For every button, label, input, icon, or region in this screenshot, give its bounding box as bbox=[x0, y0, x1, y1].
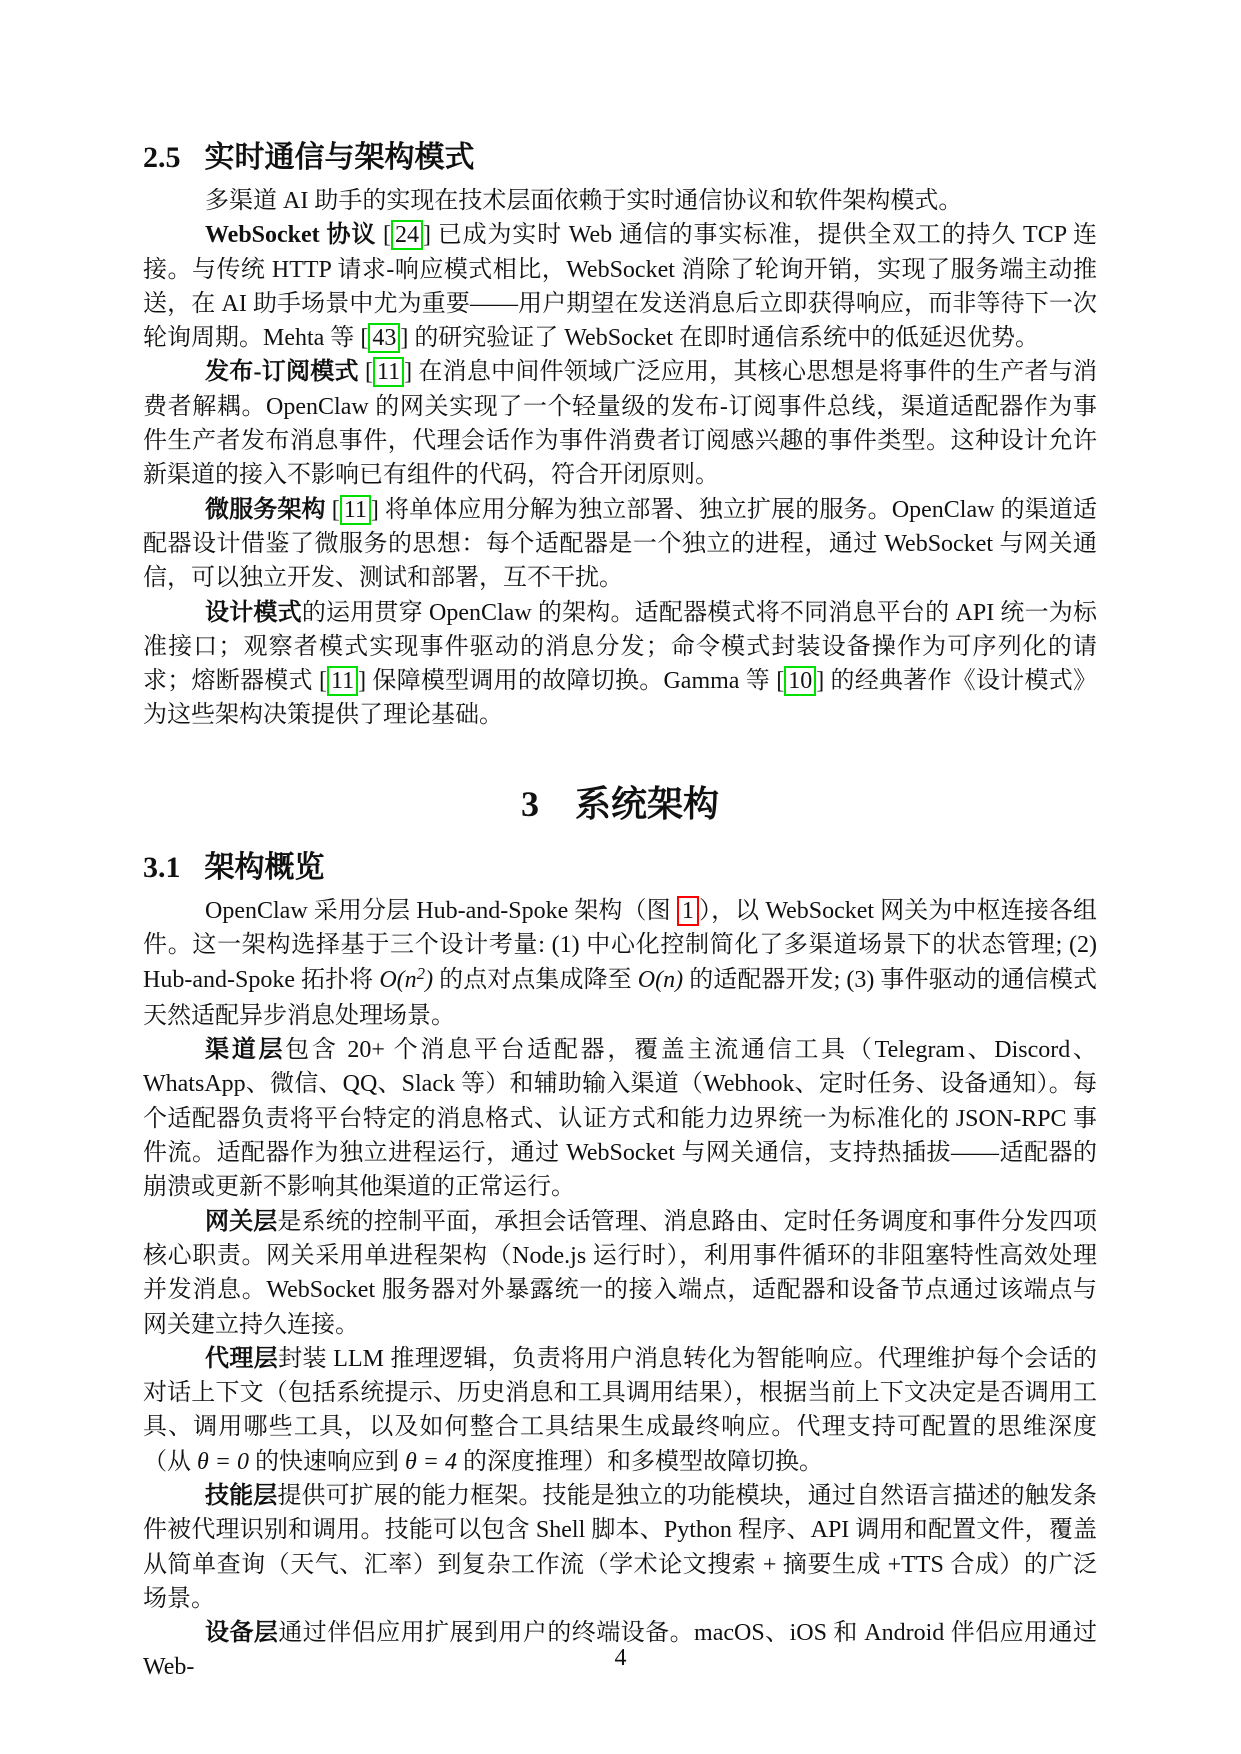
paragraph bbox=[143, 184, 1097, 218]
text-run: 的深度推理）和多模型故障切换。 bbox=[456, 1448, 823, 1475]
heading-title: 系统架构 bbox=[574, 783, 719, 824]
citation-close-bracket: ] bbox=[816, 668, 825, 695]
heading-number: 2.5 bbox=[143, 141, 181, 174]
text-run: ），以 WebSocket 网关为中枢连接各组件。这一架构选择基于三个设计考量: (1) 中心化控制简化了多渠道场景下的状态管理; (2) Hub-and-Spoke 拓扑将 bbox=[143, 897, 1098, 993]
math-text: θ = 0 bbox=[197, 1448, 249, 1475]
paragraph bbox=[143, 1205, 1097, 1342]
text-run: 的快速响应到 bbox=[248, 1448, 405, 1475]
citation bbox=[319, 666, 366, 696]
page-number: 4 bbox=[614, 1645, 627, 1671]
paragraph bbox=[143, 355, 1097, 492]
citation bbox=[332, 495, 379, 525]
citation-link[interactable]: 11 bbox=[327, 666, 358, 696]
citation-link[interactable]: 11 bbox=[373, 357, 404, 387]
citation-link[interactable]: 10 bbox=[784, 666, 816, 696]
subsection-heading-2.5 bbox=[143, 140, 1097, 176]
text-run: 保障模型调用的故障切换。Gamma 等 bbox=[366, 668, 777, 695]
paragraph bbox=[143, 218, 1097, 355]
math-text: ) bbox=[425, 966, 434, 993]
citation bbox=[383, 220, 431, 250]
math-text: O(n) bbox=[637, 966, 684, 993]
citation-open-bracket: [ bbox=[331, 496, 340, 523]
paragraph bbox=[143, 1479, 1097, 1616]
bold-text: 技能层 bbox=[205, 1482, 278, 1509]
paragraph bbox=[143, 1342, 1097, 1479]
text-run: 通过伴侣应用扩展到用户的终端设备。macOS、iOS 和 Android 伴侣应用通过 Web- bbox=[143, 1620, 1097, 1681]
bold-text: 微服务架构 bbox=[205, 496, 332, 523]
heading-number: 3.1 bbox=[143, 850, 181, 884]
page-body bbox=[143, 116, 1097, 1685]
citation-close-bracket: ] bbox=[404, 359, 413, 386]
citation-link[interactable]: 43 bbox=[368, 323, 400, 353]
text-run: 包含 20+ 个消息平台适配器，覆盖主流通信工具（Telegram、Discord、WhatsApp、微信、QQ、Slack 等）和辅助输入渠道（Webhook、定时任务、设备通知）。每个适配器负责将平台特定的消息格式、认证方式和能力边界统一为标准化的 JSON-RPC 事件流。适配器作为独立进程运行，通过 WebSocket 与网关通信，支持热插拔——适配器的崩溃或更新不影响其他渠道的正常运行。 bbox=[143, 1037, 1097, 1201]
heading-number: 3 bbox=[520, 783, 539, 824]
citation-close-bracket: ] bbox=[370, 496, 379, 523]
paragraph bbox=[143, 596, 1097, 733]
bold-text: 设备层 bbox=[205, 1620, 279, 1647]
text-run: 的经典著作《设计模式》为这些架构决策提供了理论基础。 bbox=[143, 668, 1098, 729]
text-run: 封装 LLM 推理逻辑，负责将用户消息转化为智能响应。代理维护每个会话的对话上下文（包括系统提示、历史消息和工具调用结果），根据当前上下文决定是否调用工具、调用哪些工具，以及如何整合工具结果生成最终响应。代理支持可配置的思维深度（从 bbox=[143, 1345, 1097, 1475]
text-run: 的适配器开发; (3) 事件驱动的通信模式天然适配异步消息处理场景。 bbox=[143, 966, 1098, 1029]
section-heading-3 bbox=[143, 783, 1097, 826]
citation bbox=[360, 323, 408, 353]
citation-link[interactable]: 24 bbox=[391, 220, 423, 250]
citation bbox=[776, 666, 824, 696]
text-run: 的点对点集成降至 bbox=[433, 966, 638, 993]
text-run: 提供可扩展的能力框架。技能是独立的功能模块，通过自然语言描述的触发条件被代理识别和调用。技能可以包含 Shell 脚本、Python 程序、API 调用和配置文件，覆盖从简单查询（天气、汇率）到复杂工作流（学术论文搜索 + 摘要生成 +TTS 合成）的广泛场景。 bbox=[143, 1482, 1098, 1612]
text-run: 的运用贯穿 OpenClaw 的架构。适配器模式将不同消息平台的 API 统一为标准接口；观察者模式实现事件驱动的消息分发；命令模式封装设备操作为可序列化的请求；熔断器模式 bbox=[143, 599, 1097, 695]
bold-text: 代理层 bbox=[205, 1345, 279, 1372]
math-text: O(n bbox=[379, 966, 417, 993]
citation-close-bracket: ] bbox=[422, 222, 431, 249]
bold-text: WebSocket 协议 bbox=[205, 222, 383, 249]
citation-link[interactable]: 11 bbox=[340, 495, 371, 525]
text-run: OpenClaw 采用分层 Hub-and-Spoke 架构（图 bbox=[205, 897, 677, 924]
text-run: 已成为实时 Web 通信的事实标准，提供全双工的持久 TCP 连接。与传统 HTTP 请求-响应模式相比，WebSocket 消除了轮询开销，实现了服务端主动推送，在 AI 助手场景中尤为重要——用户期望在发送消息后立即获得响应，而非等待下一次轮询周期。Mehta 等 bbox=[143, 222, 1097, 352]
citation-open-bracket: [ bbox=[364, 359, 373, 386]
bold-text: 设计模式 bbox=[205, 599, 302, 626]
figure-ref-link[interactable]: 1 bbox=[677, 896, 699, 926]
text-run: 将单体应用分解为独立部署、独立扩展的服务。OpenClaw 的渠道适配器设计借鉴了微服务的思想：每个适配器是一个独立的进程，通过 WebSocket 与网关通信，可以独立开发、测试和部署，互不干扰。 bbox=[143, 496, 1097, 592]
text-run: 在消息中间件领域广泛应用，其核心思想是将事件的生产者与消费者解耦。OpenClaw 的网关实现了一个轻量级的发布-订阅事件总线，渠道适配器作为事件生产者发布消息事件，代理会话作为事件消费者订阅感兴趣的事件类型。这种设计允许新渠道的接入不影响已有组件的代码，符合开闭原则。 bbox=[143, 359, 1097, 489]
math-text: θ = 4 bbox=[404, 1448, 457, 1475]
bold-text: 发布-订阅模式 bbox=[205, 359, 365, 386]
text-run: 的研究验证了 WebSocket 在即时通信系统中的低延迟优势。 bbox=[408, 325, 1040, 352]
subsection-heading-3.1 bbox=[143, 850, 1097, 886]
citation-close-bracket: ] bbox=[400, 325, 409, 352]
citation-open-bracket: [ bbox=[319, 668, 328, 695]
bold-text: 渠道层 bbox=[205, 1037, 286, 1064]
paragraph bbox=[143, 1033, 1097, 1204]
text-run: 多渠道 AI 助手的实现在技术层面依赖于实时通信协议和软件架构模式。 bbox=[205, 188, 963, 214]
heading-title: 实时通信与架构模式 bbox=[204, 141, 475, 174]
citation-open-bracket: [ bbox=[776, 668, 785, 695]
heading-title: 架构概览 bbox=[204, 850, 325, 884]
paragraph bbox=[143, 493, 1097, 596]
text-run: 是系统的控制平面，承担会话管理、消息路由、定时任务调度和事件分发四项核心职责。网关采用单进程架构（Node.js 运行时），利用事件循环的非阻塞特性高效处理并发消息。WebSocket 服务器对外暴露统一的接入端点，适配器和设备节点通过该端点与网关建立持久连接。 bbox=[143, 1208, 1098, 1338]
citation-close-bracket: ] bbox=[358, 668, 367, 695]
page-footer bbox=[0, 1645, 1241, 1672]
citation bbox=[365, 357, 412, 387]
bold-text: 网关层 bbox=[205, 1208, 278, 1235]
citation-open-bracket: [ bbox=[382, 222, 391, 249]
math-superscript: 2 bbox=[416, 963, 426, 983]
citation-open-bracket: [ bbox=[360, 325, 369, 352]
paragraph bbox=[143, 894, 1097, 1033]
